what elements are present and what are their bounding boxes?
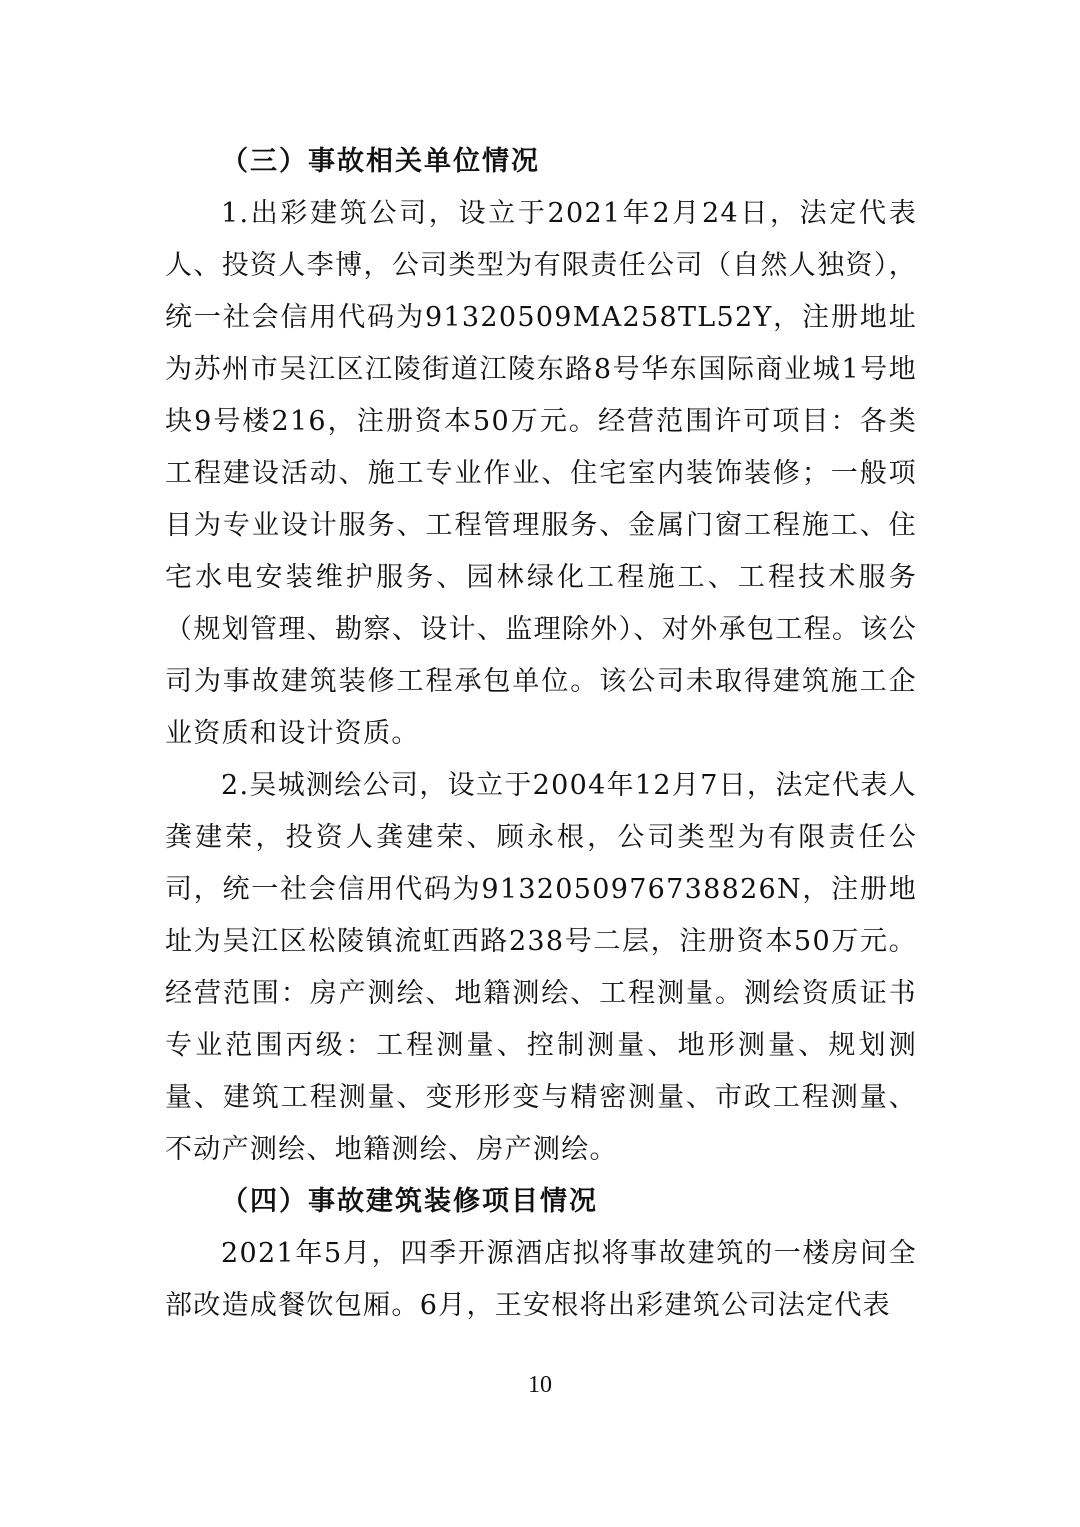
paragraph-renovation-project: 2021年5月，四季开源酒店拟将事故建筑的一楼房间全部改造成餐饮包厢。6月，王安根将出彩建筑公司法定代表 bbox=[165, 1238, 917, 1321]
section-heading-3: （三）事故相关单位情况 bbox=[221, 146, 540, 177]
paragraph-chucai-company: 1.出彩建筑公司，设立于2021年2月24日，法定代表人、投资人李博，公司类型为有限责任公司（自然人独资），统一社会信用代码为91320509MA258TL52Y，注册地址为苏州市吴江区江陵街道江陵东路8号华东国际商业城1号地块9号楼216，注册资本50万元。经营范围许可项目：各类工程建设活动、施工专业作业、住宅室内装饰装修；一般项目为专业设计服务、工程管理服务、金属门窗工程施工、住宅水电安装维护服务、园林绿化工程施工、工程技术服务（规划管理、勘察、设计、监理除外）、对外承包工程。该公司为事故建筑装修工程承包单位。该公司未取得建筑施工企业资质和设计资质。 bbox=[165, 198, 917, 749]
document-body bbox=[165, 136, 917, 1332]
page-number: 10 bbox=[528, 1372, 552, 1398]
paragraph-wucheng-company: 2.吴城测绘公司，设立于2004年12月7日，法定代表人龚建荣，投资人龚建荣、顾永根，公司类型为有限责任公司，统一社会信用代码为9132050976738826N，注册地址为吴江区松陵镇流虹西路238号二层，注册资本50万元。经营范围：房产测绘、地籍测绘、工程测量。测绘资质证书专业范围丙级：工程测量、控制测量、地形测量、规划测量、建筑工程测量、变形形变与精密测量、市政工程测量、不动产测绘、地籍测绘、房产测绘。 bbox=[165, 770, 917, 1165]
section-heading-4: （四）事故建筑装修项目情况 bbox=[221, 1186, 598, 1217]
